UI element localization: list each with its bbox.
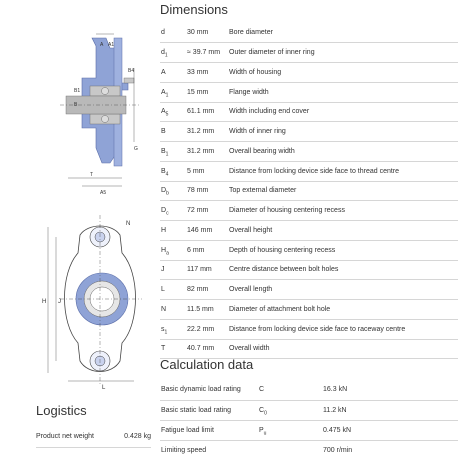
logistics-row (36, 427, 151, 447)
dimension-description (229, 339, 458, 359)
calculation-row (160, 440, 458, 458)
symbol: B (161, 167, 166, 175)
dimension-description (229, 82, 458, 102)
calculation-row (160, 400, 458, 420)
dimension-description-text: Bore diameter (229, 29, 273, 37)
dimension-value (187, 23, 229, 43)
dimension-description (229, 43, 458, 63)
ball-bottom (102, 116, 109, 123)
dimension-row (160, 300, 458, 320)
dimension-value (187, 240, 229, 260)
symbol: A (161, 68, 166, 76)
calculation-label-text: Basic dynamic load rating (161, 386, 241, 394)
dimension-description (229, 201, 458, 221)
dimension-row (160, 43, 458, 63)
label-T: T (90, 172, 94, 178)
symbol-subscript: 0 (264, 409, 267, 416)
dimension-row (160, 161, 458, 181)
calculation-data-title: Calculation data (160, 357, 254, 372)
logistics-value-text: 0.428 kg (124, 433, 151, 441)
dimension-value-text: 15 mm (187, 88, 209, 96)
symbol: H (161, 246, 167, 254)
dimension-symbol (160, 82, 187, 102)
calculation-value (323, 440, 458, 458)
dimension-value (187, 201, 229, 221)
label-J: J (58, 299, 61, 305)
dimension-description (229, 240, 458, 260)
label-B4: B4 (128, 68, 135, 74)
label-L: L (102, 385, 106, 391)
calculation-label (160, 440, 259, 458)
calculation-symbol (259, 420, 323, 440)
dimension-description-text: Flange width (229, 88, 269, 96)
dimension-value (187, 221, 229, 241)
calculation-value-text: 700 r/min (323, 446, 353, 454)
dimension-symbol (160, 122, 187, 142)
dimension-description (229, 280, 458, 300)
calculation-value (323, 380, 458, 400)
calculation-label (160, 400, 259, 420)
dimension-value (187, 300, 229, 320)
dimensions-table (160, 23, 458, 359)
dimension-value (187, 82, 229, 102)
dimension-symbol (160, 240, 187, 260)
dimension-row (160, 181, 458, 201)
dimension-description (229, 181, 458, 201)
symbol-subscript: 1 (164, 52, 168, 59)
dimension-description (229, 142, 458, 162)
dimension-description (229, 161, 458, 181)
dimension-description-text: Width of housing (229, 68, 282, 76)
symbol-subscript: 1 (165, 92, 169, 99)
dimension-row (160, 319, 458, 339)
dimension-description-text: Overall width (229, 345, 270, 353)
label-B1: B1 (74, 88, 81, 94)
dimension-symbol (160, 63, 187, 83)
dimension-row (160, 201, 458, 221)
dimension-symbol (160, 181, 187, 201)
calculation-value (323, 420, 458, 440)
dimension-value (187, 260, 229, 280)
dimension-description (229, 102, 458, 122)
calculation-value-text: 16.3 kN (323, 386, 348, 394)
dimension-row (160, 339, 458, 359)
symbol: C (259, 386, 265, 394)
symbol: s (161, 325, 165, 333)
dimension-value (187, 142, 229, 162)
calculation-symbol (259, 380, 323, 400)
dimension-description (229, 23, 458, 43)
symbol: J (161, 266, 165, 274)
dimension-row (160, 23, 458, 43)
symbol-subscript: 1 (164, 329, 168, 336)
symbol-subscript: c (166, 210, 169, 217)
dimension-value-text: 31.2 mm (187, 147, 215, 155)
dimension-value-text: 5 mm (187, 167, 205, 175)
dimension-symbol (160, 300, 187, 320)
dimension-value (187, 122, 229, 142)
symbol: N (161, 305, 167, 313)
dimension-description (229, 63, 458, 83)
dimension-row (160, 260, 458, 280)
dimension-value-text: 72 mm (187, 207, 209, 215)
dimension-description-text: Diameter of attachment bolt hole (229, 305, 331, 313)
logistics-label-text: Product net weight (36, 433, 94, 441)
dimension-symbol (160, 161, 187, 181)
label-H: H (42, 299, 47, 305)
calculation-row (160, 420, 458, 440)
dimension-description (229, 260, 458, 280)
dimension-description-text: Overall bearing width (229, 147, 295, 155)
logistics-value (124, 427, 151, 447)
label-G: G (134, 146, 138, 152)
dimension-description-text: Top external diameter (229, 187, 297, 195)
calculation-label (160, 420, 259, 440)
dimension-symbol (160, 102, 187, 122)
dimension-description (229, 221, 458, 241)
dimension-symbol (160, 339, 187, 359)
symbol: P (259, 426, 264, 434)
dimension-description (229, 319, 458, 339)
calculation-label-text: Fatigue load limit (161, 426, 214, 434)
dimension-description-text: Overall length (229, 286, 273, 294)
label-A: A (100, 42, 104, 48)
dimension-description-text: Distance from locking device side face to thread centre (229, 167, 400, 175)
symbol-subscript: 4 (165, 171, 169, 178)
dimension-row (160, 142, 458, 162)
dimension-row (160, 102, 458, 122)
dimension-description (229, 300, 458, 320)
dimension-description (229, 122, 458, 142)
logistics-label (36, 427, 124, 447)
calculation-label-text: Basic static load rating (161, 406, 232, 414)
front-view-drawing (30, 213, 158, 393)
calculation-label (160, 380, 259, 400)
calculation-label-text: Limiting speed (161, 446, 207, 454)
dimension-symbol (160, 43, 187, 63)
dimension-value (187, 339, 229, 359)
calculation-value-text: 11.2 kN (323, 406, 347, 414)
dimension-value (187, 181, 229, 201)
calculation-data-table (160, 380, 458, 458)
dimension-value-text: 31.2 mm (187, 128, 215, 136)
symbol-subscript: 1 (165, 151, 169, 158)
dimension-value (187, 280, 229, 300)
symbol: B (161, 128, 166, 136)
dimension-value-text: 39.7 mm (192, 49, 221, 57)
dimension-value-text: 40.7 mm (187, 345, 215, 353)
dimension-value (187, 161, 229, 181)
dimension-symbol (160, 23, 187, 43)
symbol: H (161, 226, 167, 234)
dimension-description-text: Distance from locking device side face to raceway centre (229, 325, 406, 333)
dimension-symbol (160, 142, 187, 162)
symbol: L (161, 286, 165, 294)
symbol: d (161, 49, 165, 57)
dimension-value-text: 146 mm (187, 226, 213, 234)
symbol: B (161, 147, 166, 155)
dimension-description-text: Width including end cover (229, 108, 310, 116)
dimension-row (160, 280, 458, 300)
dimension-symbol (160, 221, 187, 241)
dimension-value (187, 63, 229, 83)
dimension-value-text: 11.5 mm (187, 305, 214, 313)
dimension-row (160, 122, 458, 142)
section-view-drawing (30, 28, 158, 203)
dimension-value (187, 43, 229, 63)
dimension-value-text: 30 mm (187, 29, 209, 37)
dimension-value-text: 117 mm (187, 266, 212, 274)
dimension-symbol (160, 201, 187, 221)
logistics-title: Logistics (36, 403, 87, 418)
calculation-symbol (259, 400, 323, 420)
calculation-symbol (259, 440, 323, 458)
dimension-row (160, 221, 458, 241)
calculation-row (160, 380, 458, 400)
dimension-description-text: Outer diameter of inner ring (229, 49, 315, 57)
calculation-value-text: 0.475 kN (323, 426, 352, 434)
dimension-value (187, 102, 229, 122)
grease-nipple (124, 78, 134, 83)
symbol: d (161, 29, 165, 37)
dimension-value-text: 6 mm (187, 246, 205, 254)
symbol: T (161, 345, 166, 353)
symbol: D (161, 207, 167, 215)
symbol: D (161, 187, 167, 195)
dimension-value-text: 82 mm (187, 286, 209, 294)
symbol: A (161, 108, 166, 116)
dimension-description-text: Width of inner ring (229, 128, 286, 136)
dimension-value (187, 319, 229, 339)
dimension-symbol (160, 260, 187, 280)
symbol: C (259, 406, 265, 414)
calculation-value (323, 400, 458, 420)
dimension-symbol (160, 319, 187, 339)
dimensions-title: Dimensions (160, 2, 228, 17)
symbol-subscript: b (166, 190, 169, 197)
dimension-value-text: 61.1 mm (187, 108, 215, 116)
dimension-prefix: ≈ (187, 49, 193, 57)
label-A5: A5 (100, 190, 107, 196)
dimension-description-text: Centre distance between bolt holes (229, 266, 339, 274)
technical-drawings (30, 28, 158, 393)
dimension-value-text: 78 mm (187, 187, 209, 195)
dimension-row (160, 240, 458, 260)
dimension-value-text: 22.2 mm (187, 325, 215, 333)
dimension-description-text: Depth of housing centering recess (229, 246, 336, 254)
dimension-symbol (160, 280, 187, 300)
symbol-subscript: u (263, 429, 267, 436)
label-A1: A1 (108, 42, 115, 48)
symbol-subscript: 5 (165, 111, 169, 118)
dimension-value-text: 33 mm (187, 68, 209, 76)
label-N: N (126, 221, 131, 227)
ball-top (102, 88, 109, 95)
dimension-row (160, 63, 458, 83)
dimension-description-text: Diameter of housing centering recess (229, 207, 345, 215)
dimension-row (160, 82, 458, 102)
logistics-table (36, 427, 151, 448)
dimension-description-text: Overall height (229, 226, 273, 234)
symbol-subscript: a (166, 250, 169, 257)
symbol: A (161, 88, 166, 96)
label-B: B (74, 102, 78, 108)
